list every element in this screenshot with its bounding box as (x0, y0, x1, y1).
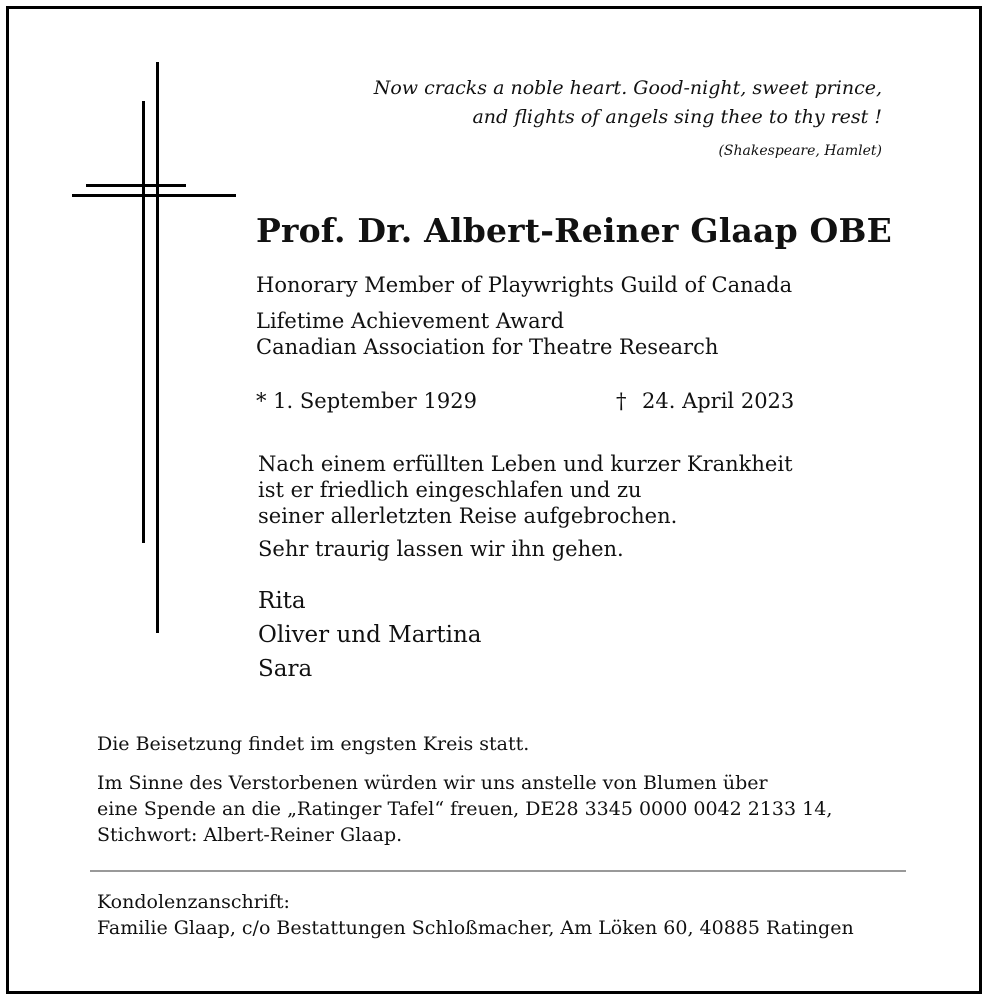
message-line-2: ist er friedlich eingeschlafen und zu (258, 478, 642, 502)
honor-line-1: Honorary Member of Playwrights Guild of Canada (256, 273, 793, 297)
donation-line-2: eine Spende an die „Ratinger Tafel“ freuen, DE28 3345 0000 0042 2133 14, (97, 798, 833, 820)
donation-line-3: Stichwort: Albert-Reiner Glaap. (97, 824, 403, 846)
condolence-address: Familie Glaap, c/o Bestattungen Schloßmacher, Am Löken 60, 40885 Ratingen (97, 917, 854, 939)
condolence-label: Kondolenzanschrift: (97, 891, 290, 913)
quote (374, 74, 882, 132)
deceased-name: Prof. Dr. Albert-Reiner Glaap OBE (256, 211, 892, 250)
quote-line-1: Now cracks a noble heart. Good-night, sweet prince, (373, 77, 882, 99)
family-member-1: Rita (258, 588, 306, 614)
message-line-1: Nach einem erfüllten Leben und kurzer Krankheit (258, 452, 793, 476)
divider (90, 870, 906, 872)
message-line-4: Sehr traurig lassen wir ihn gehen. (258, 537, 624, 561)
burial-note: Die Beisetzung findet im engsten Kreis statt. (97, 733, 530, 755)
death-date: 24. April 2023 (642, 389, 795, 413)
message-line-3: seiner allerletzten Reise aufgebrochen. (258, 504, 678, 528)
donation-line-1: Im Sinne des Verstorbenen würden wir uns anstelle von Blumen über (97, 772, 768, 794)
death-symbol: † (616, 389, 627, 413)
quote-source: (Shakespeare, Hamlet) (718, 143, 882, 159)
honor-line-3: Canadian Association for Theatre Research (256, 335, 719, 359)
quote-line-2: and flights of angels sing thee to thy rest ! (472, 106, 882, 128)
family-member-2: Oliver und Martina (258, 622, 482, 648)
honor-line-2: Lifetime Achievement Award (256, 309, 565, 333)
family-member-3: Sara (258, 656, 313, 682)
birth-date: * 1. September 1929 (256, 389, 477, 413)
